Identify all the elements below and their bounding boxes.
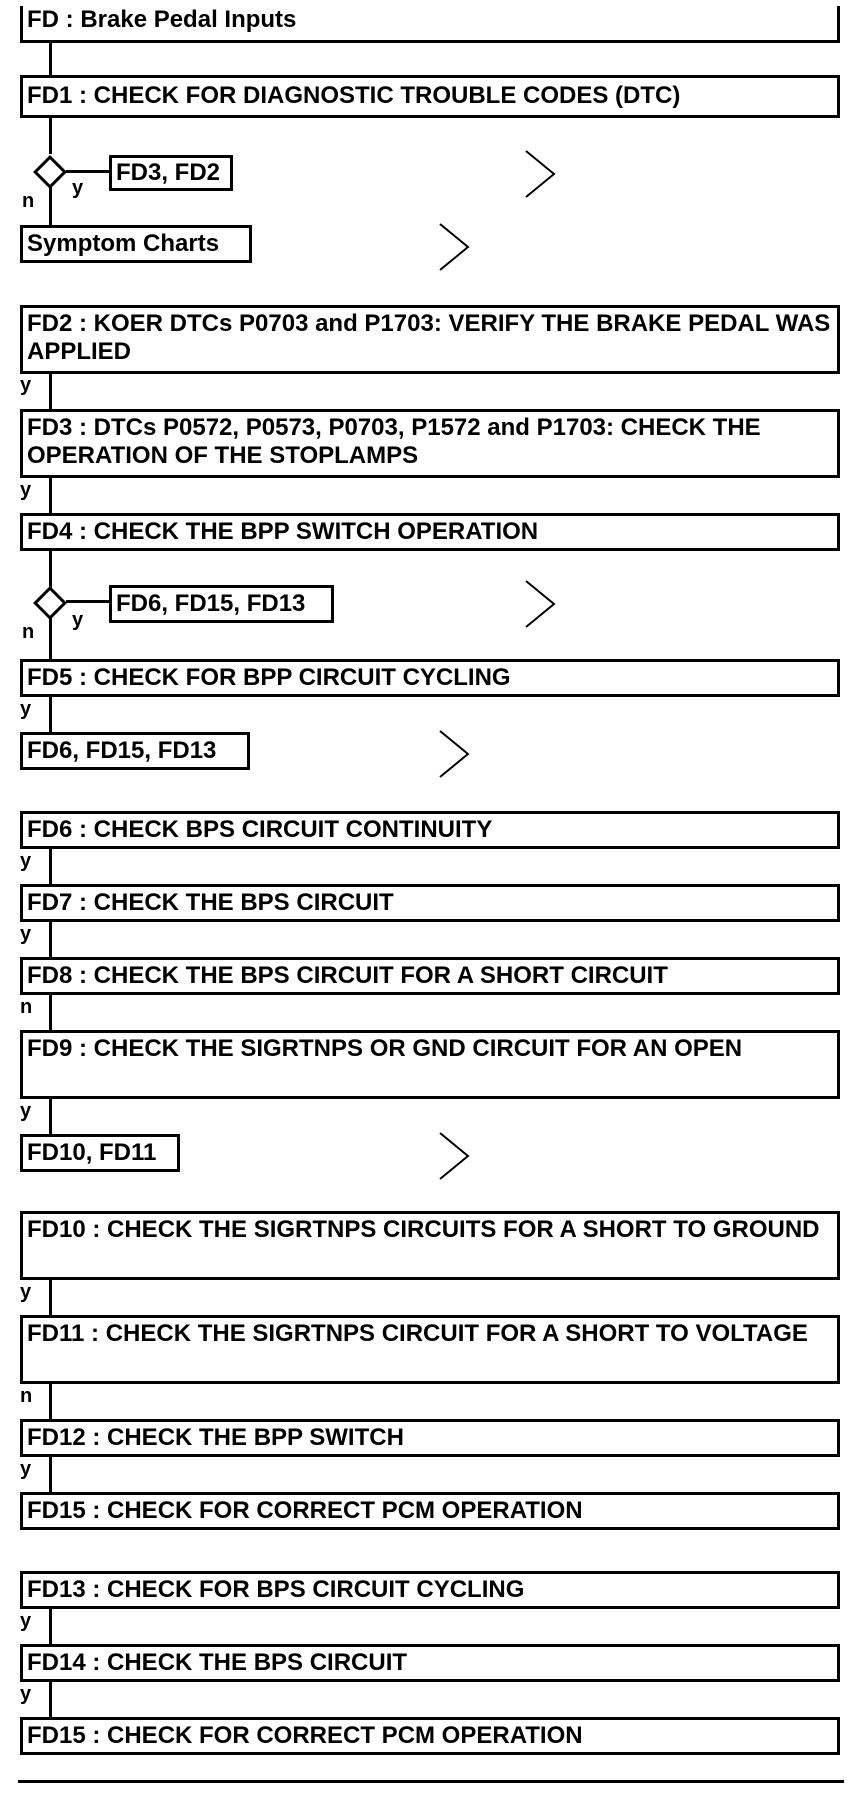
step-fd15-a[interactable]: FD15 : CHECK FOR CORRECT PCM OPERATION	[20, 1492, 840, 1530]
connector	[49, 1609, 52, 1644]
chevron-right-icon[interactable]	[522, 577, 562, 631]
branch-label-y: y	[72, 177, 84, 199]
chevron-right-icon[interactable]	[436, 727, 476, 781]
step-fd15-b[interactable]: FD15 : CHECK FOR CORRECT PCM OPERATION	[20, 1717, 840, 1755]
branch-label-n: n	[22, 621, 35, 643]
branch-label-y: y	[20, 1458, 32, 1480]
connector	[49, 1280, 52, 1315]
connector	[49, 478, 52, 513]
connector	[49, 697, 52, 732]
chart-title: FD : Brake Pedal Inputs	[20, 6, 840, 43]
step-fd9[interactable]: FD9 : CHECK THE SIGRTNPS OR GND CIRCUIT FOR AN OPEN	[20, 1030, 840, 1099]
chevron-right-icon[interactable]	[436, 220, 476, 274]
step-fd5[interactable]: FD5 : CHECK FOR BPP CIRCUIT CYCLING	[20, 659, 840, 697]
step-fd4[interactable]: FD4 : CHECK THE BPP SWITCH OPERATION	[20, 513, 840, 551]
step-fd11[interactable]: FD11 : CHECK THE SIGRTNPS CIRCUIT FOR A SHORT TO VOLTAGE	[20, 1315, 840, 1384]
chevron-right-icon[interactable]	[436, 1129, 476, 1183]
branch-label-n: n	[20, 1385, 33, 1407]
branch-label-y: y	[20, 374, 32, 396]
branch-label-y: y	[72, 609, 84, 631]
connector	[49, 995, 52, 1030]
step-fd2[interactable]: FD2 : KOER DTCs P0703 and P1703: VERIFY THE BRAKE PEDAL WAS APPLIED	[20, 305, 840, 374]
connector	[49, 118, 52, 154]
branch-label-y: y	[20, 479, 32, 501]
connector	[49, 1457, 52, 1492]
step-fd14[interactable]: FD14 : CHECK THE BPS CIRCUIT	[20, 1644, 840, 1682]
connector	[66, 600, 109, 603]
branch-label-y: y	[20, 698, 32, 720]
connector	[49, 618, 52, 659]
step-fd3[interactable]: FD3 : DTCs P0572, P0573, P0703, P1572 and P1703: CHECK THE OPERATION OF THE STOPLAMPS	[20, 409, 840, 478]
step-fd8[interactable]: FD8 : CHECK THE BPS CIRCUIT FOR A SHORT CIRCUIT	[20, 957, 840, 995]
link-symptom-charts[interactable]: Symptom Charts	[20, 225, 252, 263]
step-fd7[interactable]: FD7 : CHECK THE BPS CIRCUIT	[20, 884, 840, 922]
connector	[49, 187, 52, 225]
connector	[49, 1384, 52, 1419]
step-fd13[interactable]: FD13 : CHECK FOR BPS CIRCUIT CYCLING	[20, 1571, 840, 1609]
branch-label-y: y	[20, 1610, 32, 1632]
bottom-divider	[18, 1780, 844, 1783]
connector	[49, 551, 52, 589]
connector	[49, 1099, 52, 1134]
connector	[49, 849, 52, 884]
branch-label-n: n	[20, 996, 33, 1018]
connector	[49, 374, 52, 409]
branch-label-y: y	[20, 1100, 32, 1122]
branch-label-y: y	[20, 923, 32, 945]
connector	[66, 170, 109, 173]
branch-label-y: y	[20, 850, 32, 872]
step-fd6[interactable]: FD6 : CHECK BPS CIRCUIT CONTINUITY	[20, 811, 840, 849]
step-fd12[interactable]: FD12 : CHECK THE BPP SWITCH	[20, 1419, 840, 1457]
connector	[49, 922, 52, 957]
link-fd10-fd11[interactable]: FD10, FD11	[20, 1134, 180, 1172]
link-fd3-fd2[interactable]: FD3, FD2	[109, 155, 233, 191]
link-fd6-fd15-fd13[interactable]: FD6, FD15, FD13	[109, 585, 334, 623]
step-fd1[interactable]: FD1 : CHECK FOR DIAGNOSTIC TROUBLE CODES (DTC)	[20, 75, 840, 118]
branch-label-y: y	[20, 1281, 32, 1303]
link-fd6-fd15-fd13[interactable]: FD6, FD15, FD13	[20, 732, 250, 770]
decision-diamond-fd4	[33, 586, 67, 620]
branch-label-n: n	[22, 190, 35, 212]
branch-label-y: y	[20, 1683, 32, 1705]
connector	[49, 43, 52, 75]
step-fd10[interactable]: FD10 : CHECK THE SIGRTNPS CIRCUITS FOR A SHORT TO GROUND	[20, 1211, 840, 1280]
chevron-right-icon[interactable]	[522, 147, 562, 201]
decision-diamond-fd1	[33, 155, 67, 189]
connector	[49, 1682, 52, 1717]
